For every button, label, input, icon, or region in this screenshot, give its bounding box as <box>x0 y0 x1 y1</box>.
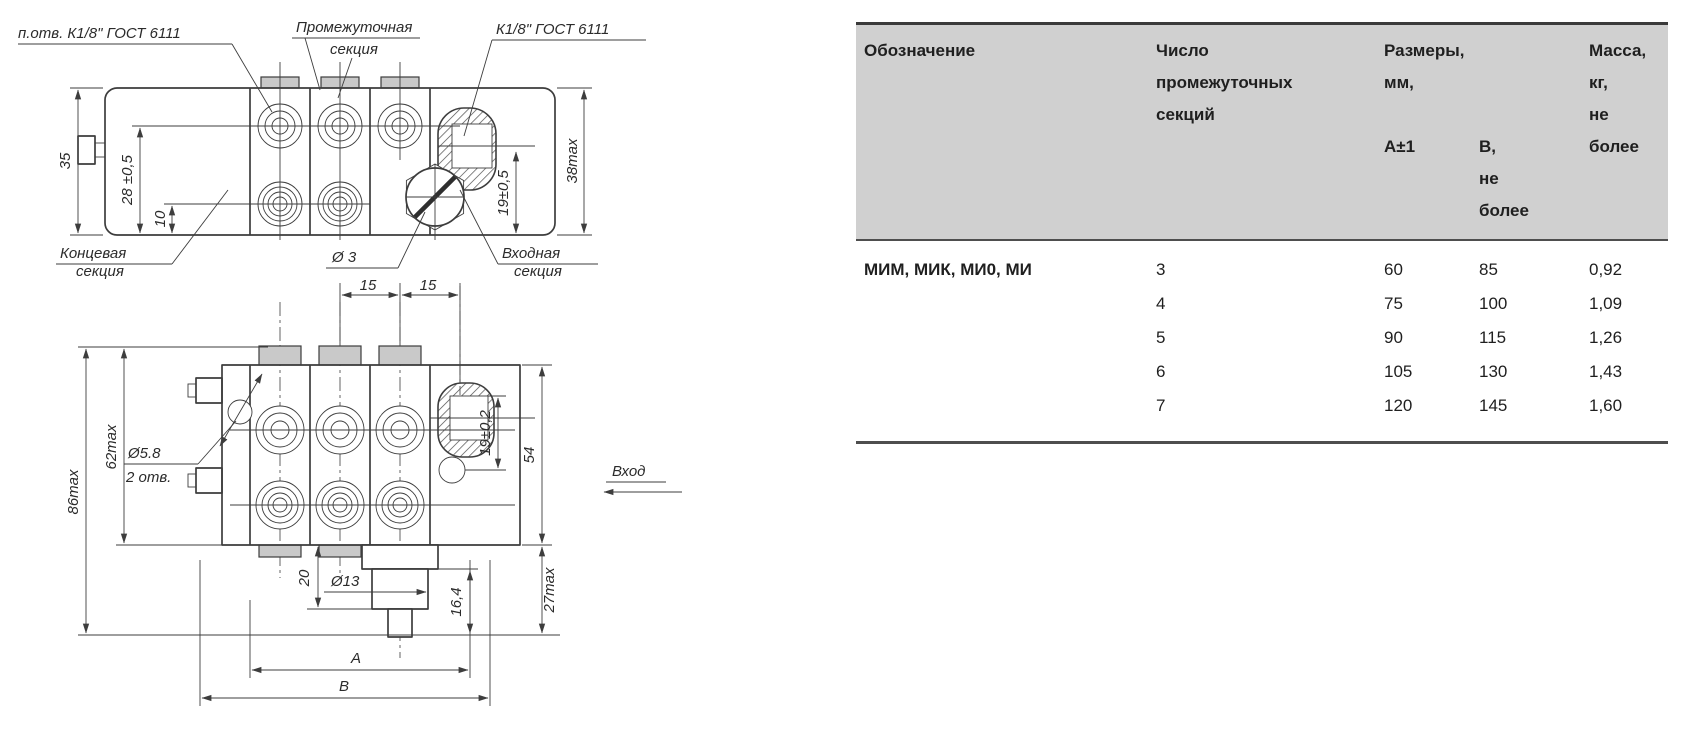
table-row: 4 75 100 1,09 <box>1156 294 1623 313</box>
dim-35: 35 <box>57 152 74 170</box>
header-sizes-b: В, не более <box>1479 137 1529 220</box>
grease-nipple-top-view <box>406 164 464 240</box>
inlet-label: Вход <box>612 463 646 480</box>
nipple-hole-label: Ø 3 <box>332 249 357 266</box>
inlet-section-label-2: секция <box>514 263 562 280</box>
spec-table-header <box>856 22 1668 241</box>
dim-27max: 27max <box>541 567 558 613</box>
inlet-port-label: К1/8" ГОСТ 6111 <box>496 21 610 38</box>
dim-86max: 86max <box>65 469 82 515</box>
table-row: 6 105 130 1,43 <box>1156 362 1623 381</box>
dim-62max: 62max <box>103 424 120 470</box>
table-row: 5 90 115 1,26 <box>1156 328 1623 347</box>
dim-stub: 16,4 <box>448 587 465 617</box>
end-section-label-2: секция <box>76 263 124 280</box>
table-row: МИМ, МИК, МИ0, МИ 3 60 85 0,92 <box>864 260 1623 279</box>
end-section-bolt <box>78 136 105 164</box>
dim-b: B <box>338 678 350 695</box>
mounting-bolts-front-view <box>188 378 222 493</box>
dim-a: A <box>350 650 362 667</box>
header-designation: Обозначение <box>864 41 976 60</box>
intermediate-section-label-2: секция <box>330 41 378 58</box>
outlet-spigot <box>362 545 438 637</box>
dim-38max: 38max <box>564 138 581 184</box>
dim-19-top: 19±0,5 <box>495 170 512 216</box>
mount-hole-qty-label: 2 отв. <box>126 469 172 486</box>
header-mass: Масса, кг, не более <box>1589 41 1647 156</box>
spec-table-body <box>856 241 1668 444</box>
end-section-label-1: Концевая <box>60 245 127 262</box>
outlet-dia-label: Ø13 <box>331 573 360 590</box>
labels-top-view <box>18 19 646 280</box>
intermediate-section-label-1: Промежуточная <box>296 19 413 36</box>
front-view <box>65 277 682 706</box>
dimensions-front-view <box>65 277 682 706</box>
inlet-section-label-1: Входная <box>502 245 561 262</box>
top-view <box>18 19 646 280</box>
dim-28: 28 ±0,5 <box>119 155 136 205</box>
mounting-hole <box>220 374 262 446</box>
table-row: 7 120 145 1,60 <box>1156 396 1623 415</box>
pilot-port-label: п.отв. К1/8" ГОСТ 6111 <box>18 25 181 42</box>
dim-54: 54 <box>521 446 538 464</box>
dim-19-front: 19±0,2 <box>477 410 494 456</box>
dim-20: 20 <box>296 569 313 587</box>
spec-table <box>856 22 1668 444</box>
dim-pitch-right: 15 <box>419 277 437 294</box>
dim-10: 10 <box>152 210 169 228</box>
mount-hole-dia-label: Ø5.8 <box>128 445 161 462</box>
technical-drawing <box>0 0 760 744</box>
header-sizes-a: Размеры, мм, А±1 <box>1384 41 1465 156</box>
header-sections-count: Число промежуточных секций <box>1156 41 1293 124</box>
dim-pitch-left: 15 <box>359 277 377 294</box>
